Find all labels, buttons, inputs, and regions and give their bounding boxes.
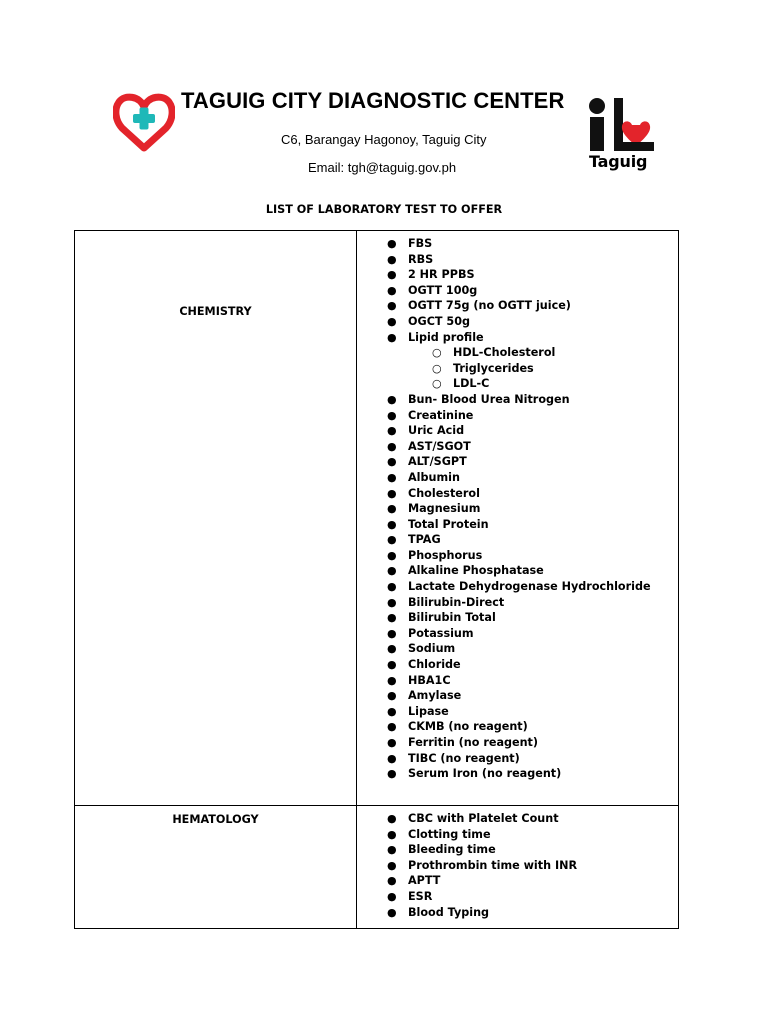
sub-list-item	[357, 361, 678, 377]
category-cell	[75, 806, 357, 929]
test-name: Bleeding time	[408, 843, 496, 857]
bullet-icon: ●	[387, 268, 397, 282]
list-item	[357, 719, 678, 735]
category-cell	[75, 231, 357, 806]
bullet-icon: ●	[387, 314, 397, 328]
test-name: Prothrombin time with INR	[408, 858, 578, 872]
test-name: AST/SGOT	[408, 439, 471, 453]
bullet-icon: ●	[387, 533, 397, 547]
list-item	[357, 470, 678, 486]
list-item	[357, 858, 678, 874]
list-item	[357, 517, 678, 533]
sub-list-item	[357, 345, 678, 361]
center-address: C6, Barangay Hagonoy, Taguig City	[281, 132, 487, 147]
document-subtitle: LIST OF LABORATORY TEST TO OFFER	[265, 203, 503, 216]
bullet-icon: ●	[387, 517, 397, 531]
table-row-hematology	[75, 806, 679, 929]
test-list	[357, 806, 678, 920]
bullet-icon: ●	[387, 751, 397, 765]
test-name: Magnesium	[408, 502, 481, 516]
list-item	[357, 641, 678, 657]
bullet-icon: ●	[387, 689, 397, 703]
list-item	[357, 392, 678, 408]
bullet-icon: ●	[387, 564, 397, 578]
test-name: Total Protein	[408, 517, 489, 531]
bullet-icon: ●	[387, 858, 397, 872]
list-item	[357, 579, 678, 595]
hollow-bullet-icon: ○	[432, 346, 442, 360]
category-label: CHEMISTRY	[179, 305, 252, 318]
bullet-icon: ●	[387, 827, 397, 841]
test-name: TPAG	[408, 533, 441, 547]
bullet-icon: ●	[387, 767, 397, 781]
list-item	[357, 673, 678, 689]
bullet-icon: ●	[387, 704, 397, 718]
list-item	[357, 408, 678, 424]
test-name: OGTT 75g (no OGTT juice)	[408, 299, 571, 313]
bullet-icon: ●	[387, 580, 397, 594]
laboratory-tests-table	[74, 230, 679, 929]
list-item	[357, 905, 678, 921]
list-item	[357, 751, 678, 767]
test-name: HBA1C	[408, 673, 451, 687]
test-name: 2 HR PPBS	[408, 268, 475, 282]
category-label: HEMATOLOGY	[172, 813, 259, 826]
center-title: TAGUIG CITY DIAGNOSTIC CENTER	[181, 88, 565, 113]
test-name: LDL-C	[453, 377, 490, 391]
taguig-logo-text: Taguig	[589, 152, 648, 171]
list-item	[357, 626, 678, 642]
test-name: APTT	[408, 874, 441, 888]
test-name: Lactate Dehydrogenase Hydrochloride	[408, 580, 651, 594]
bullet-icon: ●	[387, 889, 397, 903]
hollow-bullet-icon: ○	[432, 361, 442, 375]
list-item	[357, 811, 678, 827]
bullet-icon: ●	[387, 486, 397, 500]
bullet-icon: ●	[387, 299, 397, 313]
bullet-icon: ●	[387, 330, 397, 344]
test-name: Alkaline Phosphatase	[408, 564, 544, 578]
list-item	[357, 267, 678, 283]
list-item	[357, 486, 678, 502]
test-name: CKMB (no reagent)	[408, 720, 528, 734]
bullet-icon: ●	[387, 611, 397, 625]
test-name: RBS	[408, 252, 434, 266]
test-name: Uric Acid	[408, 424, 465, 438]
test-name: Cholesterol	[408, 486, 480, 500]
test-list	[357, 231, 678, 782]
test-name: Bun- Blood Urea Nitrogen	[408, 392, 570, 406]
test-name: TIBC (no reagent)	[408, 751, 520, 765]
bullet-icon: ●	[387, 424, 397, 438]
test-name: CBC with Platelet Count	[408, 812, 559, 825]
test-name: Albumin	[408, 470, 460, 484]
test-name: Triglycerides	[453, 361, 534, 375]
bullet-icon: ●	[387, 252, 397, 266]
bullet-icon: ●	[387, 455, 397, 469]
bullet-icon: ●	[387, 470, 397, 484]
list-item	[357, 454, 678, 470]
bullet-icon: ●	[387, 642, 397, 656]
center-email: Email: tgh@taguig.gov.ph	[308, 160, 457, 175]
list-item	[357, 283, 678, 299]
test-name: Creatinine	[408, 408, 474, 422]
list-item	[357, 252, 678, 268]
bullet-icon: ●	[387, 502, 397, 516]
test-name: ESR	[408, 889, 433, 903]
list-item	[357, 501, 678, 517]
bullet-icon: ●	[387, 812, 397, 825]
test-name: Chloride	[408, 658, 461, 672]
list-item	[357, 563, 678, 579]
list-item	[357, 532, 678, 548]
tests-cell	[357, 231, 679, 806]
test-name: Amylase	[408, 689, 462, 703]
test-name: Potassium	[408, 626, 474, 640]
test-name: OGCT 50g	[408, 314, 471, 328]
list-item	[357, 314, 678, 330]
table-row-chemistry	[75, 231, 679, 806]
bullet-icon: ●	[387, 736, 397, 749]
test-name: Ferritin (no reagent)	[408, 736, 539, 749]
test-name: HDL-Cholesterol	[453, 346, 556, 360]
bullet-icon: ●	[387, 595, 397, 609]
list-item	[357, 298, 678, 314]
list-item	[357, 657, 678, 673]
test-name: Clotting time	[408, 827, 491, 841]
bullet-icon: ●	[387, 843, 397, 857]
bullet-icon: ●	[387, 439, 397, 453]
tests-cell	[357, 806, 679, 929]
list-item	[357, 330, 678, 346]
bullet-icon: ●	[387, 720, 397, 734]
test-name: Lipase	[408, 704, 449, 718]
bullet-icon: ●	[387, 283, 397, 297]
test-name: Phosphorus	[408, 548, 483, 562]
test-name: ALT/SGPT	[408, 455, 467, 469]
bullet-icon: ●	[387, 408, 397, 422]
list-item	[357, 889, 678, 905]
list-item	[357, 610, 678, 626]
list-item	[357, 548, 678, 564]
bullet-icon: ●	[387, 658, 397, 672]
test-name: OGTT 100g	[408, 283, 478, 297]
test-name: Sodium	[408, 642, 456, 656]
test-name: Bilirubin Total	[408, 611, 496, 625]
list-item	[357, 423, 678, 439]
list-item	[357, 842, 678, 858]
sub-list-item	[357, 376, 678, 392]
bullet-icon: ●	[387, 905, 397, 919]
bullet-icon: ●	[387, 626, 397, 640]
list-item	[357, 704, 678, 720]
test-name: Bilirubin-Direct	[408, 595, 505, 609]
list-item	[357, 827, 678, 843]
test-name: Serum Iron (no reagent)	[408, 767, 562, 781]
list-item	[357, 236, 678, 252]
diagnostic-center-logo	[113, 90, 175, 152]
test-name: FBS	[408, 237, 433, 250]
hollow-bullet-icon: ○	[432, 377, 442, 391]
bullet-icon: ●	[387, 392, 397, 406]
test-name: Lipid profile	[408, 330, 484, 344]
taguig-logo	[586, 96, 656, 174]
bullet-icon: ●	[387, 237, 397, 250]
list-item	[357, 688, 678, 704]
bullet-icon: ●	[387, 548, 397, 562]
list-item	[357, 439, 678, 455]
bullet-icon: ●	[387, 874, 397, 888]
list-item	[357, 766, 678, 782]
bullet-icon: ●	[387, 673, 397, 687]
test-name: Blood Typing	[408, 905, 490, 919]
list-item	[357, 595, 678, 611]
list-item	[357, 735, 678, 751]
list-item	[357, 873, 678, 889]
